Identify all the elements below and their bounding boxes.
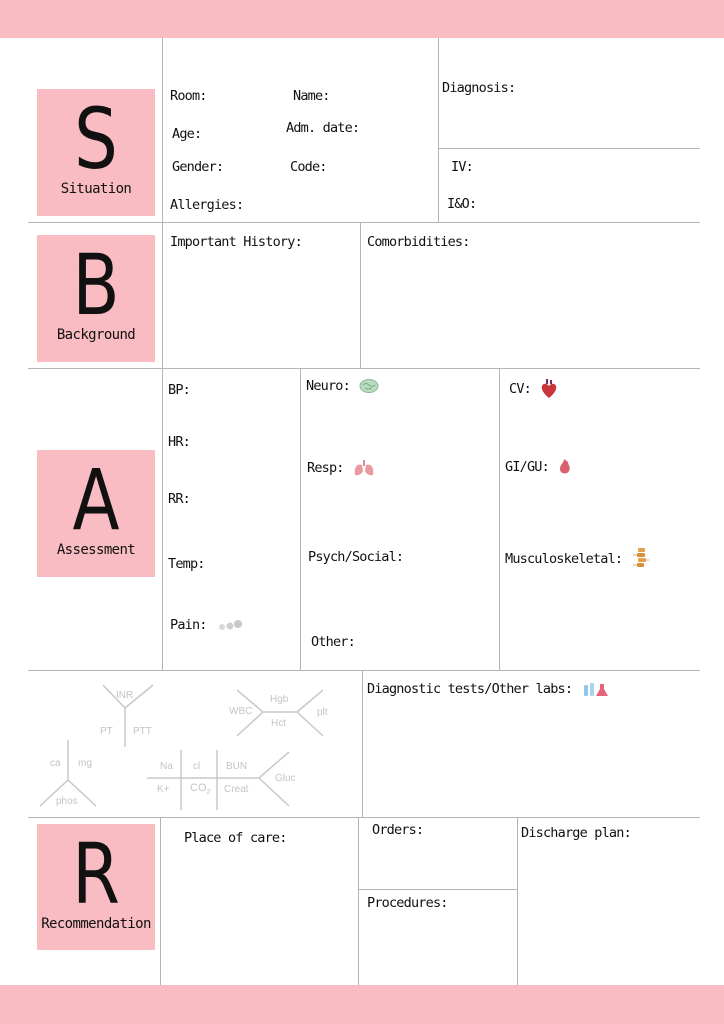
cl-label: cl [193, 761, 201, 772]
io-label: I&O: [447, 196, 477, 212]
hr-label: HR: [168, 434, 190, 450]
phos-label: phos [56, 796, 78, 807]
bmp-fishbone [145, 748, 293, 810]
heart-icon [540, 378, 558, 400]
important-history-label: Important History: [170, 234, 302, 250]
psych-social-label: Psych/Social: [308, 549, 404, 565]
cv-row [509, 378, 558, 400]
pain-row [170, 617, 244, 633]
rr-label: RR: [168, 491, 190, 507]
pt-label: PT [100, 726, 113, 737]
name-label: Name: [293, 88, 330, 104]
divider [360, 222, 361, 368]
resp-label: Resp: [307, 460, 344, 476]
divider [160, 817, 161, 985]
recommendation-letter: R [72, 825, 120, 923]
neuro-row [306, 378, 379, 394]
divider [499, 368, 500, 670]
age-label: Age: [172, 126, 202, 142]
ca-label: ca [50, 758, 61, 769]
assessment-letter-box [37, 450, 155, 577]
divider [358, 817, 359, 985]
background-letter-box [37, 235, 155, 362]
divider [28, 670, 700, 671]
k-label: K+ [157, 784, 170, 795]
musculoskeletal-label: Musculoskeletal: [505, 551, 623, 567]
na-label: Na [160, 761, 173, 772]
bp-label: BP: [168, 382, 190, 398]
ptt-label: PTT [133, 726, 152, 737]
divider [438, 38, 439, 222]
allergies-label: Allergies: [170, 197, 244, 213]
mg-label: mg [78, 758, 92, 769]
iv-label: IV: [451, 159, 473, 175]
bun-label: BUN [226, 761, 248, 772]
lungs-icon [353, 459, 375, 477]
top-banner [0, 0, 724, 38]
cv-label: CV: [509, 381, 531, 397]
room-label: Room: [170, 88, 207, 104]
bottom-banner [0, 985, 724, 1024]
lab-flask-icon [582, 681, 610, 697]
discharge-plan-label: Discharge plan: [521, 825, 631, 841]
background-letter: B [72, 236, 120, 334]
pain-scale-icon [216, 619, 244, 631]
divider [517, 817, 518, 985]
musculoskeletal-row [505, 547, 650, 571]
diagnostic-tests-row [367, 681, 610, 697]
divider [162, 38, 163, 222]
divider [359, 889, 517, 890]
situation-word: Situation [60, 181, 132, 197]
diagnosis-label: Diagnosis: [442, 80, 516, 96]
resp-row [307, 459, 375, 477]
divider [28, 368, 700, 369]
divider [362, 670, 363, 817]
gi-gu-label: GI/GU: [505, 459, 549, 475]
orders-label: Orders: [372, 822, 424, 838]
divider [162, 222, 163, 368]
wbc-label: WBC [229, 706, 253, 717]
inr-label: INR [116, 690, 134, 701]
gender-label: Gender: [172, 159, 224, 175]
code-label: Code: [290, 159, 327, 175]
divider [438, 148, 700, 149]
pain-label: Pain: [170, 617, 207, 633]
adm-date-label: Adm. date: [286, 120, 360, 136]
divider [162, 368, 163, 670]
place-of-care-label: Place of care: [184, 830, 287, 846]
comorbidities-label: Comorbidities: [367, 234, 470, 250]
co2-label [190, 782, 210, 796]
gi-gu-row [505, 458, 572, 476]
gluc-label: Gluc [275, 773, 296, 784]
recommendation-word: Recommendation [41, 916, 151, 932]
stomach-icon [558, 458, 572, 476]
recommendation-letter-box [37, 824, 155, 950]
co2-subscript: 2 [206, 789, 211, 797]
assessment-word: Assessment [56, 542, 136, 558]
co2-text: CO [190, 782, 207, 794]
procedures-label: Procedures: [367, 895, 448, 911]
brain-icon [359, 378, 379, 394]
other-label: Other: [311, 634, 355, 650]
divider [28, 817, 700, 818]
creat-label: Creat [224, 784, 249, 795]
hct-label: Hct [271, 718, 286, 729]
divider [300, 368, 301, 670]
spine-icon [632, 547, 650, 571]
situation-letter-box [37, 89, 155, 216]
divider [28, 222, 700, 223]
plt-label: plt [317, 707, 328, 718]
background-word: Background [56, 327, 136, 343]
diagnostic-tests-label: Diagnostic tests/Other labs: [367, 681, 573, 697]
neuro-label: Neuro: [306, 378, 350, 394]
assessment-letter: A [72, 451, 120, 549]
hgb-label: Hgb [270, 694, 289, 705]
temp-label: Temp: [168, 556, 205, 572]
situation-letter: S [74, 90, 118, 188]
